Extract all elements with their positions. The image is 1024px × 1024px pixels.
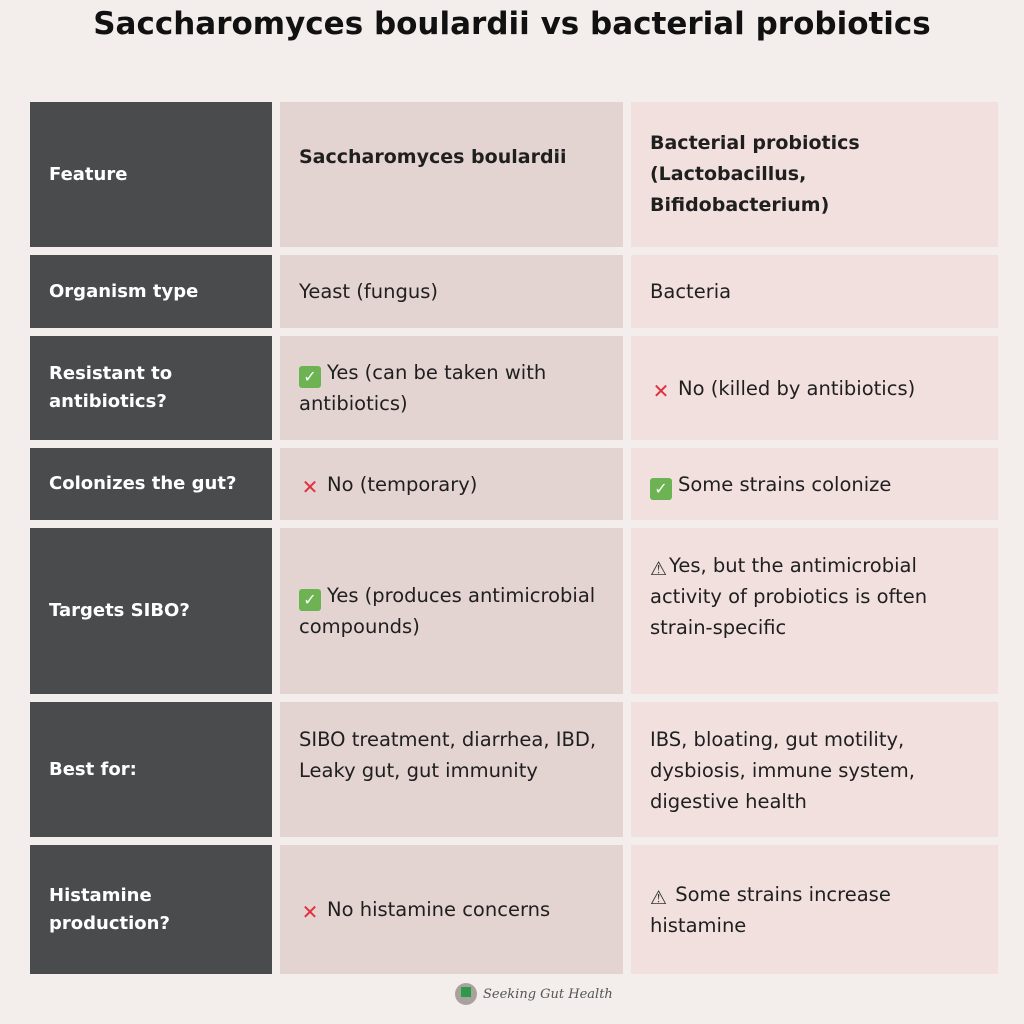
row-col2 [631, 336, 998, 440]
cell-text: IBS, bloating, gut motility, dysbiosis, immune system, digestive health [650, 728, 915, 813]
row-col2 [631, 255, 998, 328]
row-feature: Best for: [30, 702, 272, 837]
cell-text: Some strains increase histamine [650, 882, 891, 937]
row-feature: Targets SIBO? [30, 528, 272, 694]
cell-text: Some strains colonize [678, 472, 892, 496]
cell-text: Yes, but the antimicrobial activity of probiotics is often strain-specific [650, 554, 928, 639]
cell-text: No histamine concerns [327, 898, 551, 921]
row-col1 [280, 255, 623, 328]
check-icon: ✓ [299, 589, 321, 611]
cell-text: Yeast (fungus) [299, 280, 438, 303]
comparison-table [30, 102, 998, 974]
brand-name: Seeking Gut Health [483, 986, 613, 1002]
cell-text: Yes (produces antimicrobial compounds) [299, 584, 596, 638]
row-feature: Organism type [30, 255, 272, 328]
cell-text: No (killed by antibiotics) [678, 376, 916, 400]
header-feature: Feature [30, 102, 272, 247]
warning-icon: ⚠ [650, 886, 668, 909]
cross-icon: ✕ [652, 378, 670, 403]
cell-text: Bacteria [650, 280, 732, 303]
cell-text: Yes (can be taken with antibiotics) [299, 361, 547, 415]
cell-text: SIBO treatment, diarrhea, IBD, Leaky gut, gut immunity [299, 728, 597, 782]
page-title: Saccharomyces boulardii vs bacterial probiotics [93, 6, 931, 42]
check-icon: ✓ [650, 478, 672, 500]
row-col1 [280, 336, 623, 440]
header-col2: Bacterial probiotics (Lactobacillus, Bifidobacterium) [631, 102, 998, 247]
row-col1 [280, 845, 623, 974]
cell-text: No (temporary) [327, 472, 478, 496]
row-col2 [631, 448, 998, 520]
row-col1 [280, 448, 623, 520]
warning-icon: ⚠ [650, 558, 668, 580]
row-feature: Resistant to antibiotics? [30, 336, 272, 440]
row-feature: Histamine production? [30, 845, 272, 974]
row-col1 [280, 702, 623, 837]
check-icon: ✓ [299, 366, 321, 388]
row-col2 [631, 528, 998, 694]
cross-icon: ✕ [301, 474, 319, 499]
header-col1: Saccharomyces boulardii [280, 102, 623, 247]
row-col1 [280, 528, 623, 694]
brand-logo-icon [455, 983, 477, 1005]
footer-brand [455, 983, 613, 1005]
cross-icon: ✕ [301, 900, 319, 924]
row-col2 [631, 845, 998, 974]
row-feature: Colonizes the gut? [30, 448, 272, 520]
row-col2 [631, 702, 998, 837]
